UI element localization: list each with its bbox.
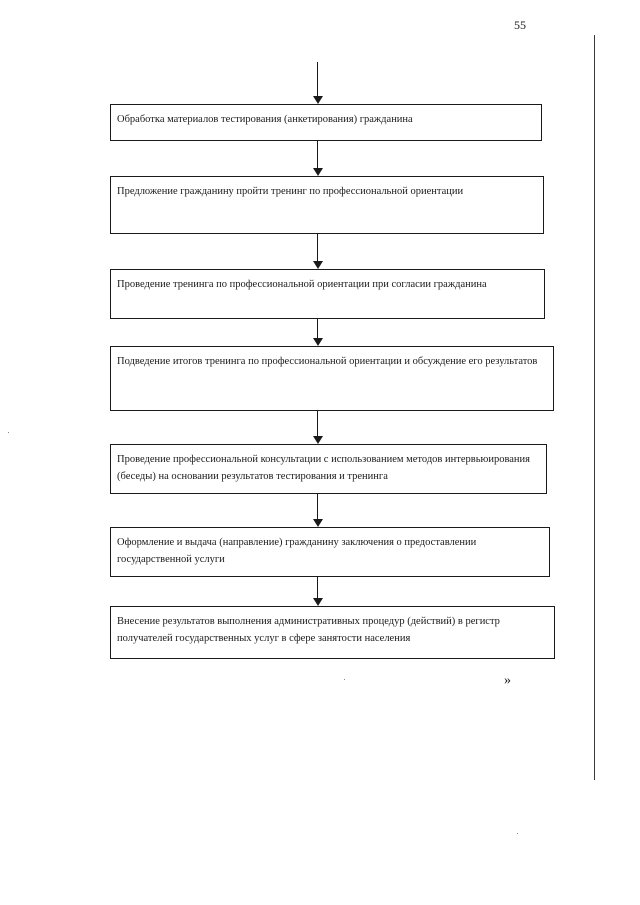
scan-speck [8,432,9,433]
flow-step-4-text: Подведение итогов тренинга по профессиональной ориентации и обсуждение его результатов [117,356,538,367]
scan-speck [344,679,345,680]
flow-step-6-text: Оформление и выдача (направление) гражданину заключения о предоставлении государственной услуги [117,537,477,565]
flow-arrow-6-7 [313,577,323,606]
flow-step-7-text: Внесение результатов выполнения административных процедур (действий) в регистр получателей государственных услуг в сфере занятости населения [117,616,500,644]
flow-step-2-text: Предложение гражданину пройти тренинг по профессиональной ориентации [117,186,464,197]
flow-arrow-entry [313,62,323,104]
flow-step-5-text: Проведение профессиональной консультации с использованием методов интервьюирования (беседы) на основании результатов тестирования и тренинга [117,454,530,482]
flow-arrow-3-4 [313,319,323,346]
closing-quote-mark: » [504,673,511,688]
flow-step-3 [110,269,545,319]
flow-arrow-2-3 [313,234,323,269]
flow-step-3-text: Проведение тренинга по профессиональной ориентации при согласии гражданина [117,279,487,290]
flow-step-2 [110,176,544,234]
flow-step-5 [110,444,547,494]
margin-rule [594,35,595,780]
flow-step-7 [110,606,555,659]
flow-arrow-5-6 [313,494,323,527]
flow-step-6 [110,527,550,577]
flow-step-1 [110,104,542,141]
flow-step-4 [110,346,554,411]
scan-speck [517,833,518,834]
flow-arrow-1-2 [313,141,323,176]
flow-step-1-text: Обработка материалов тестирования (анкетирования) гражданина [117,114,413,125]
flow-arrow-4-5 [313,411,323,444]
page-number: 55 [514,18,526,32]
